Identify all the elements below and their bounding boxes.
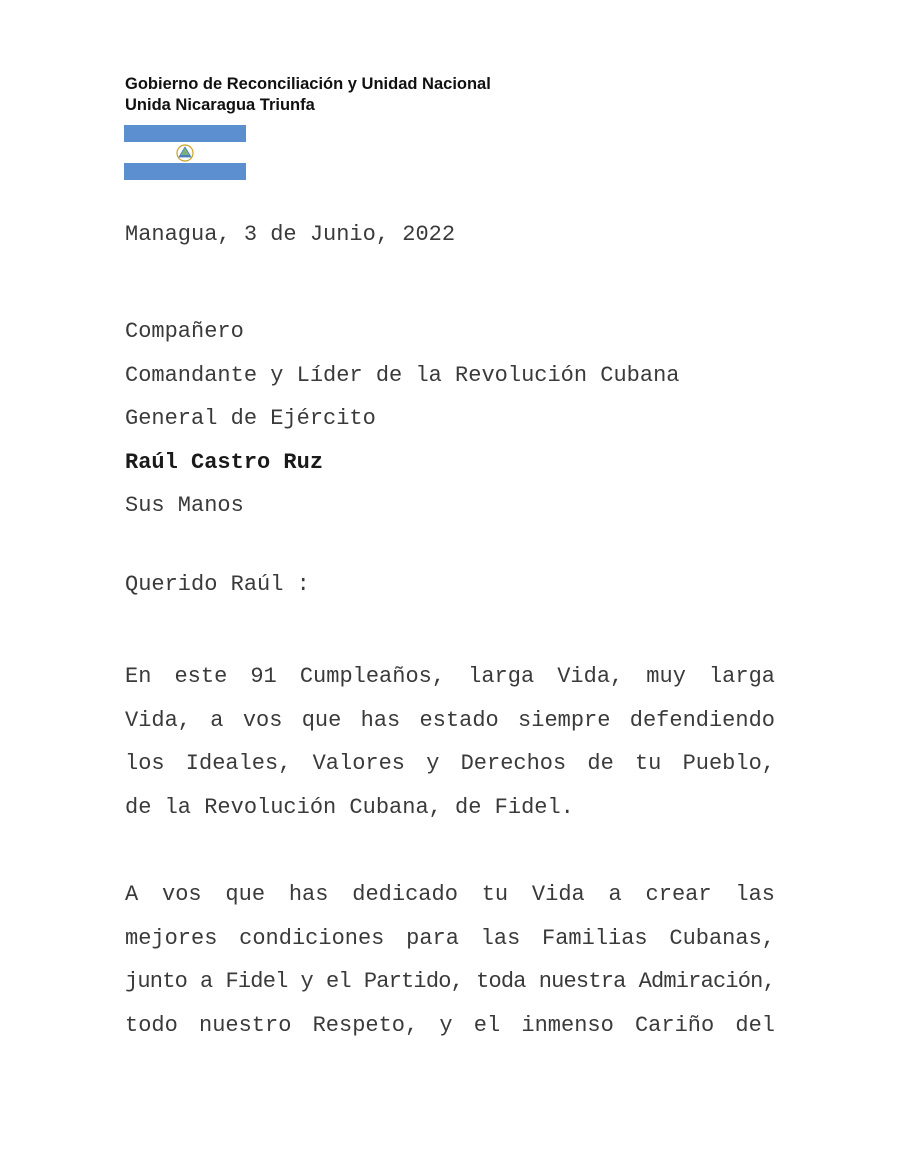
recipient-delivery-note: Sus Manos bbox=[125, 493, 244, 519]
paragraph-line: de la Revolución Cubana, de Fidel. bbox=[125, 794, 574, 820]
flag-top-band bbox=[124, 125, 246, 142]
recipient-role: Comandante y Líder de la Revolución Cubana bbox=[125, 362, 680, 388]
recipient-name: Raúl Castro Ruz bbox=[125, 449, 324, 475]
paragraph-line: mejores condiciones para las Familias Cubanas, bbox=[125, 925, 775, 951]
letterhead bbox=[125, 74, 491, 116]
body-paragraph-2 bbox=[125, 873, 775, 1047]
paragraph-line: A vos que has dedicado tu Vida a crear las bbox=[125, 882, 775, 907]
paragraph-line: En este 91 Cumpleaños, larga Vida, muy larga bbox=[125, 664, 775, 689]
flag-bottom-band bbox=[124, 163, 246, 180]
letter-date: Managua, 3 de Junio, 2022 bbox=[125, 222, 456, 247]
paragraph-line: todo nuestro Respeto, y el inmenso Cariño del bbox=[125, 1012, 775, 1038]
recipient-salutation-title: Compañero bbox=[125, 319, 244, 344]
letter-greeting: Querido Raúl : bbox=[125, 572, 310, 597]
letterhead-government-name: Gobierno de Reconciliación y Unidad Nacional bbox=[125, 75, 491, 93]
recipient-rank: General de Ejército bbox=[125, 406, 376, 432]
paragraph-line: Vida, a vos que has estado siempre defendiendo bbox=[125, 707, 775, 733]
recipient-block bbox=[125, 310, 680, 528]
coat-of-arms-icon bbox=[174, 144, 196, 162]
letterhead-slogan: Unida Nicaragua Triunfa bbox=[125, 96, 315, 114]
body-paragraph-1 bbox=[125, 655, 775, 829]
nicaragua-flag-icon bbox=[124, 125, 246, 180]
paragraph-line: los Ideales, Valores y Derechos de tu Pueblo, bbox=[125, 751, 775, 777]
paragraph-line: junto a Fidel y el Partido, toda nuestra Admiración, bbox=[125, 969, 775, 995]
